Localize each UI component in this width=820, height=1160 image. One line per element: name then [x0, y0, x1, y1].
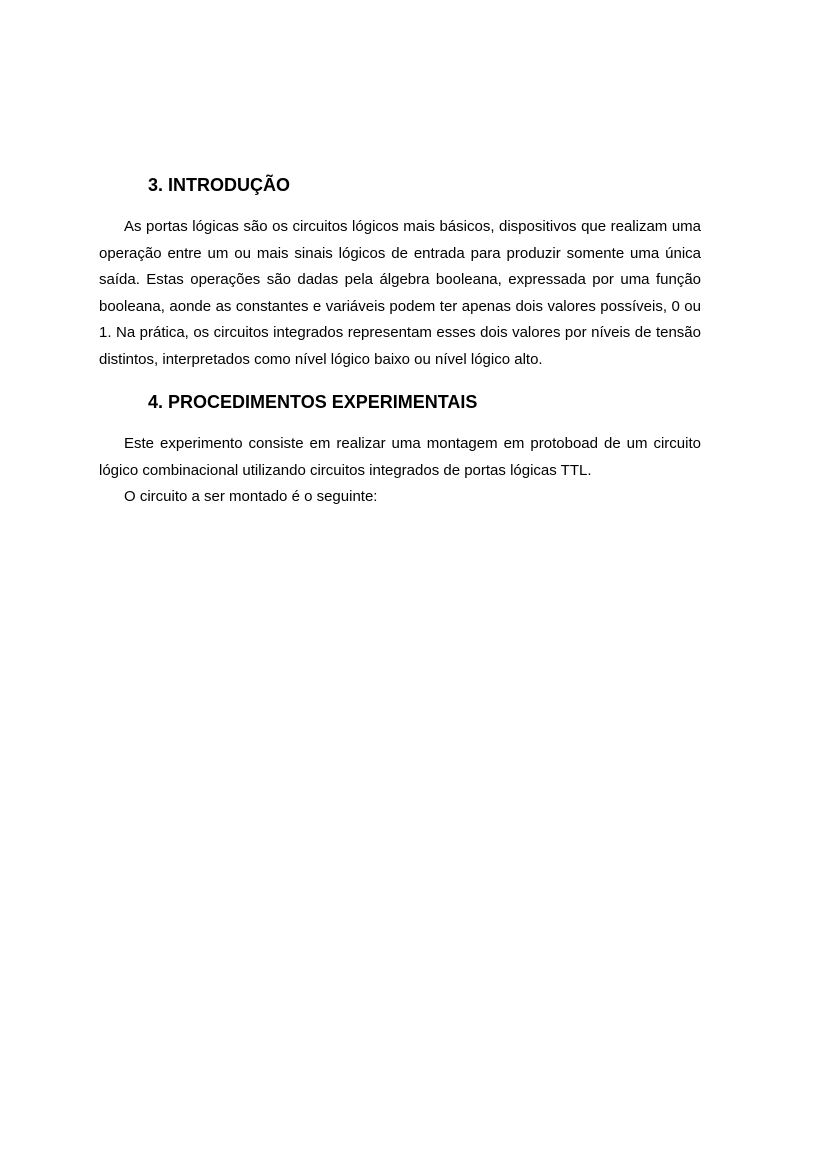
- procedimentos-paragraph-1: Este experimento consiste em realizar uma montagem em protoboad de um circuito lógico combinacional utilizando circuitos integrados de portas lógicas TTL.: [99, 435, 701, 479]
- section-heading-procedimentos: 4. PROCEDIMENTOS EXPERIMENTAIS: [148, 392, 478, 412]
- introducao-paragraph: As portas lógicas são os circuitos lógicos mais básicos, dispositivos que realizam uma operação entre um ou mais sinais lógicos de entrada para produzir somente uma única saída. Estas operações são dadas pela álgebra booleana, expressada por uma função booleana, aonde as constantes e variáveis podem ter apenas dois valores possíveis, 0 ou 1. Na prática, os circuitos integrados representam esses dois valores por níveis de tensão distintos, interpretados como nível lógico baixo ou nível lógico alto.: [99, 218, 701, 368]
- page-content: [99, 172, 701, 511]
- section-heading-introducao: 3. INTRODUÇÃO: [148, 175, 291, 195]
- procedimentos-paragraph-2: O circuito a ser montado é o seguinte:: [124, 488, 378, 505]
